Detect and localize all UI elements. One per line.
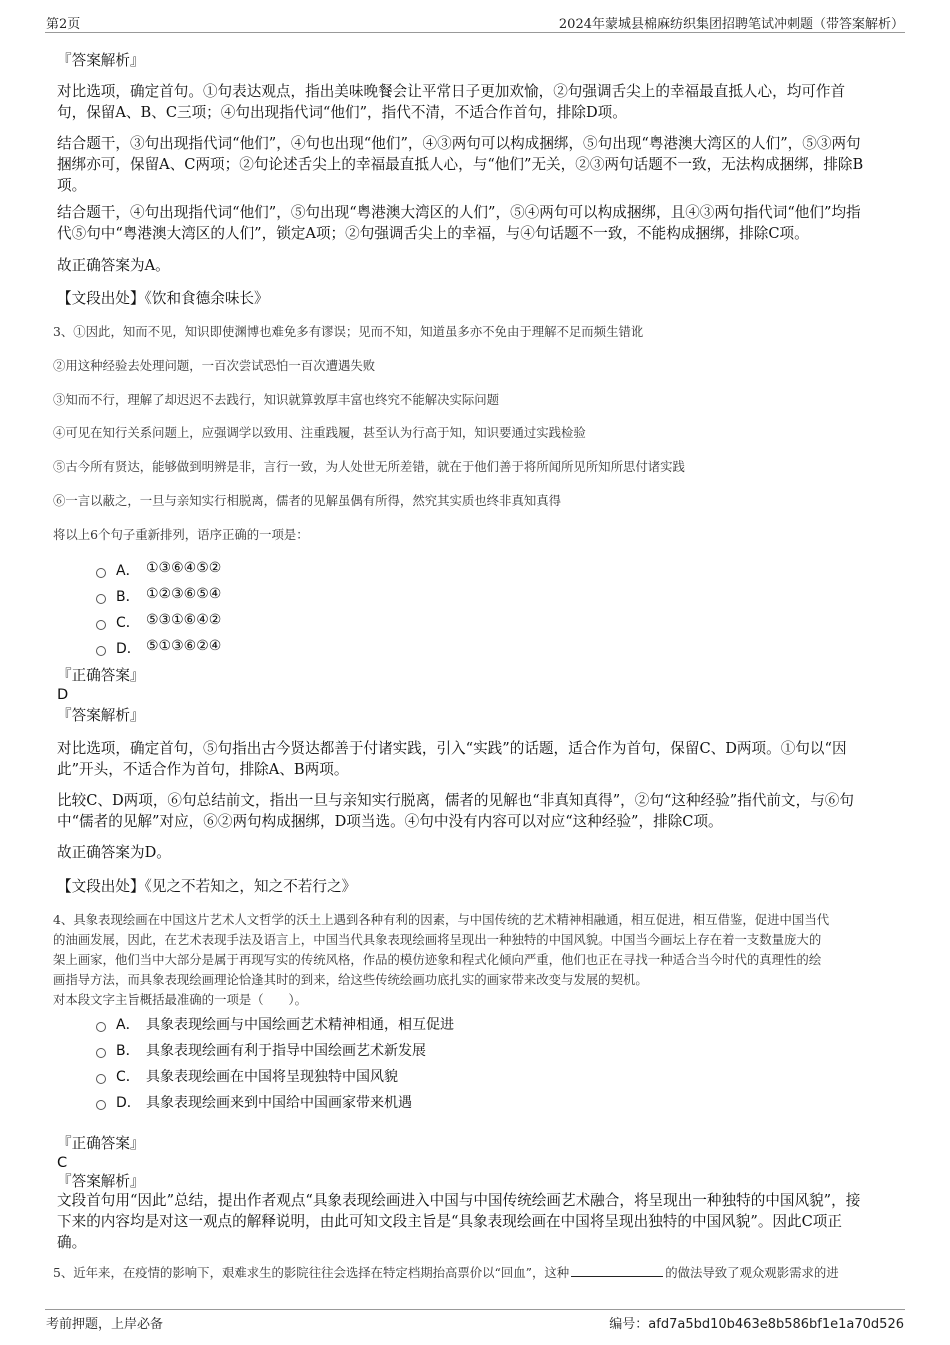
radio-icon[interactable] [96,1074,106,1084]
analysis-paragraph [57,81,845,123]
answer-conclusion: 故正确答案为A。 [57,257,170,274]
analysis-paragraph [57,738,847,780]
option-letter: A． [116,563,140,579]
analysis-paragraph [57,133,863,196]
option-letter: B． [116,1043,140,1059]
radio-icon[interactable] [96,646,106,656]
option-letter: C． [116,1069,140,1085]
code-label: 编号： [609,1317,649,1332]
analysis-paragraph [57,202,861,244]
text-line: 架上画家，他们当中大部分是属于再现写实的传统风格，作品的模仿迹象和程式化倾向严重，他们也正在寻找一种适合当今时代的真理性的绘 [53,952,822,967]
q4-question: 对本段文字主旨概括最准确的一项是（ ）。 [53,992,308,1007]
text-line: 画指导方法，而具象表现绘画理论恰逢其时的到来，给这些传统绘画功底扎实的画家带来改变与发展的契机。 [53,972,648,987]
q3-sentence-3: ③知而不行，理解了却迟迟不去践行，知识就算敦厚丰富也终究不能解决实际问题 [53,392,500,407]
radio-icon[interactable] [96,620,106,630]
correct-answer-label: 『正确答案』 [57,667,145,684]
text-line: 对比选项，确定首句，⑤句指出古今贤达都善于付诸实践，引入“实践”的话题，适合作为首句，保留C、D两项。①句以“因 [57,740,847,757]
text-line: 文段首句用“因此”总结，提出作者观点“具象表现绘画进入中国与中国传统绘画艺术融合，将呈现出一种独特的中国风貌”，接 [57,1192,861,1209]
footer-divider [45,1309,905,1310]
option-text: ⑤①③⑥②④ [146,638,222,654]
analysis-paragraph [57,790,854,832]
analysis-label: 『答案解析』 [57,52,145,69]
radio-icon[interactable] [96,568,106,578]
q3-sentence-4: ④可见在知行关系问题上，应强调学以致用、注重践履，甚至认为行高于知，知识要通过实践检验 [53,425,586,440]
radio-icon[interactable] [96,1100,106,1110]
option-letter: C． [116,615,140,631]
header-divider [45,32,905,33]
radio-icon[interactable] [96,1048,106,1058]
text-line: 对比选项，确定首句。①句表达观点，指出美味晚餐会让平常日子更加欢愉，②句强调舌尖上的幸福最直抵人心，均可作首 [57,83,846,100]
analysis-label: 『答案解析』 [57,1173,145,1190]
document-code [609,1313,904,1332]
q4-passage [53,910,829,1010]
option-letter: D． [116,641,141,657]
option-letter: A． [116,1017,140,1033]
passage-source: 【文段出处】《饮和食德余味长》 [57,290,269,307]
radio-icon[interactable] [96,1022,106,1032]
text-line: 结合题干，③句出现指代词“他们”，④句也出现“他们”，④③两句可以构成捆绑，⑤句出现“粤港澳大湾区的人们”，⑤③两句 [57,135,861,152]
correct-answer: C [57,1154,68,1171]
option-text: ⑤③①⑥④② [146,612,222,628]
answer-conclusion: 故正确答案为D。 [57,844,171,861]
passage-source: 【文段出处】《见之不若知之，知之不若行之》 [57,878,357,895]
text-line: 项。 [57,177,87,194]
text-line: 句，保留A、B、C三项；④句出现指代词“他们”，指代不清，不适合作首句，排除D项。 [57,104,627,121]
option-letter: D． [116,1095,141,1111]
analysis-paragraph [57,1190,860,1253]
option-letter: B． [116,589,140,605]
correct-answer-label: 『正确答案』 [57,1135,145,1152]
text-line: 结合题干，④句出现指代词“他们”，⑤句出现“粤港澳大湾区的人们”，⑤④两句可以构成捆绑，且④③两句指代词“他们”均指 [57,204,861,221]
document-title: 2024年蒙城县棉麻纺织集团招聘笔试冲刺题（带答案解析） [558,17,904,32]
option-text: 具象表现绘画有利于指导中国绘画艺术新发展 [146,1043,426,1059]
option-text: 具象表现绘画与中国绘画艺术精神相通，相互促进 [146,1017,454,1033]
text-line: 捆绑亦可，保留A、C两项；②句论述舌尖上的幸福最直抵人心，与“他们”无关，②③两句话题不一致，无法构成捆绑，排除B [57,156,864,173]
radio-icon[interactable] [96,594,106,604]
q5-text-before: 5、近年来，在疫情的影响下，艰难求生的影院往往会选择在特定档期抬高票价以“回血”，这种 [53,1265,570,1280]
q3-question: 将以上6个句子重新排列，语序正确的一项是： [53,527,309,542]
code-value: afd7a5bd10b463e8b586bf1e1a70d526 [648,1317,904,1332]
text-line: 中“儒者的见解”对应，⑥②两句构成捆绑，D项当选。④句中没有内容可以对应“这种经验”，排除C项。 [57,813,723,830]
text-line: 确。 [57,1234,87,1251]
text-line: 的油画发展，因此，在艺术表现手法及语言上，中国当代具象表现绘画将呈现出一种独特的中国风貌。中国当今画坛上存在着一支数量庞大的 [53,932,822,947]
analysis-label: 『答案解析』 [57,707,145,724]
option-text: 具象表现绘画来到中国给中国画家带来机遇 [146,1095,412,1111]
q5-text-after: 的做法导致了观众观影需求的进 [665,1265,839,1280]
page-number: 第2页 [46,17,81,32]
text-line: 代⑤句中“粤港澳大湾区的人们”，锁定A项；②句强调舌尖上的幸福，与④句话题不一致，不能构成捆绑，排除C项。 [57,225,809,242]
q3-sentence-5: ⑤古今所有贤达，能够做到明辨是非，言行一致，为人处世无所差错，就在于他们善于将所闻所见所知所思付诸实践 [53,459,685,474]
q5-stem [53,1263,839,1283]
text-line: 此”开头，不适合作为首句，排除A、B两项。 [57,761,349,778]
fill-blank[interactable] [571,1264,663,1277]
q3-sentence-2: ②用这种经验去处理问题，一百次尝试恐怕一百次遭遇失败 [53,358,376,373]
correct-answer: D [57,686,69,703]
text-line: 4、具象表现绘画在中国这片艺术人文哲学的沃土上遇到各种有利的因素，与中国传统的艺术精神相融通，相互促进，相互借鉴，促进中国当代 [53,912,830,927]
text-line: 比较C、D两项，⑥句总结前文，指出一旦与亲知实行脱离，儒者的见解也“非真知真得”，②句“这种经验”指代前文，与⑥句 [57,792,854,809]
q3-sentence-1: 3、①因此，知而不见，知识即使渊博也难免多有谬误；见而不知，知道虽多亦不免由于理解不足而频生错讹 [53,324,644,339]
option-text: ①③⑥④⑤② [146,560,222,576]
q3-sentence-6: ⑥一言以蔽之，一旦与亲知实行相脱离，儒者的见解虽偶有所得，然究其实质也终非真知真得 [53,493,562,508]
footer-slogan: 考前押题，上岸必备 [46,1317,164,1332]
option-text: 具象表现绘画在中国将呈现独特中国风貌 [146,1069,398,1085]
option-text: ①②③⑥⑤④ [146,586,222,602]
text-line: 下来的内容均是对这一观点的解释说明，由此可知文段主旨是“具象表现绘画在中国将呈现出独特的中国风貌”。因此C项正 [57,1213,842,1230]
